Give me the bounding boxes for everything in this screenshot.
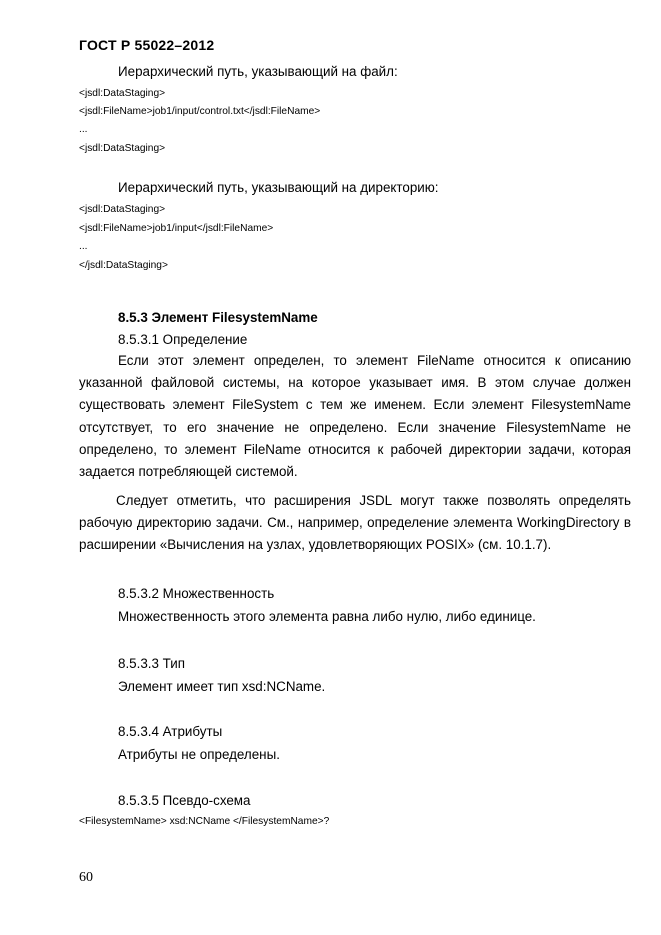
file-path-intro: Иерархический путь, указывающий на файл: [118, 64, 398, 79]
page-number: 60 [79, 870, 93, 885]
subsection-heading: 8.5.3.4 Атрибуты [118, 724, 223, 739]
code-line: </jsdl:DataStaging> [79, 260, 168, 271]
document-header: ГОСТ Р 55022–2012 [79, 37, 215, 53]
code-line: ... [79, 124, 88, 135]
dir-path-intro: Иерархический путь, указывающий на директорию: [118, 180, 439, 195]
code-line: <jsdl:DataStaging> [79, 143, 166, 154]
code-line: <jsdl:FileName>job1/input</jsdl:FileName> [79, 223, 274, 234]
code-line: <jsdl:DataStaging> [79, 88, 166, 99]
type-text: Элемент имеет тип xsd:NCName. [118, 679, 326, 694]
subsection-heading: 8.5.3.1 Определение [118, 332, 248, 347]
subsection-heading: 8.5.3.3 Тип [118, 656, 185, 671]
definition-paragraph-note: Следует отметить, что расширения JSDL могут также позволять определять рабочую директорию задачи. См., например, определение элемента WorkingDirectory в расширении «Вычисления на узлах, удовлетворяющих POSIX» (см. 10.1.7). [79, 493, 631, 553]
section-heading: 8.5.3 Элемент FilesystemName [118, 310, 318, 325]
attributes-text: Атрибуты не определены. [118, 747, 280, 762]
definition-paragraph: Если этот элемент определен, то элемент FileName относится к описанию указанной файловой системы, на которое указывает имя. В этом случае должен существовать элемент FileSystem с тем же именем. Если элемент FilesystemName отсутствует, то его значение не определено. Если значение FilesystemName не определено, то элемент FileName относится к рабочей директории задачи, которая задается потребляющей системой. [79, 353, 631, 480]
code-line: ... [79, 241, 88, 252]
code-line: <jsdl:FileName>job1/input/control.txt</jsdl:FileName> [79, 106, 321, 117]
pseudo-schema-code: <FilesystemName> xsd:NCName </FilesystemName>? [79, 816, 330, 827]
code-line: <jsdl:DataStaging> [79, 204, 166, 215]
multiplicity-text: Множественность этого элемента равна либо нулю, либо единице. [118, 609, 536, 624]
subsection-heading: 8.5.3.5 Псевдо-схема [118, 793, 251, 808]
subsection-heading: 8.5.3.2 Множественность [118, 586, 275, 601]
